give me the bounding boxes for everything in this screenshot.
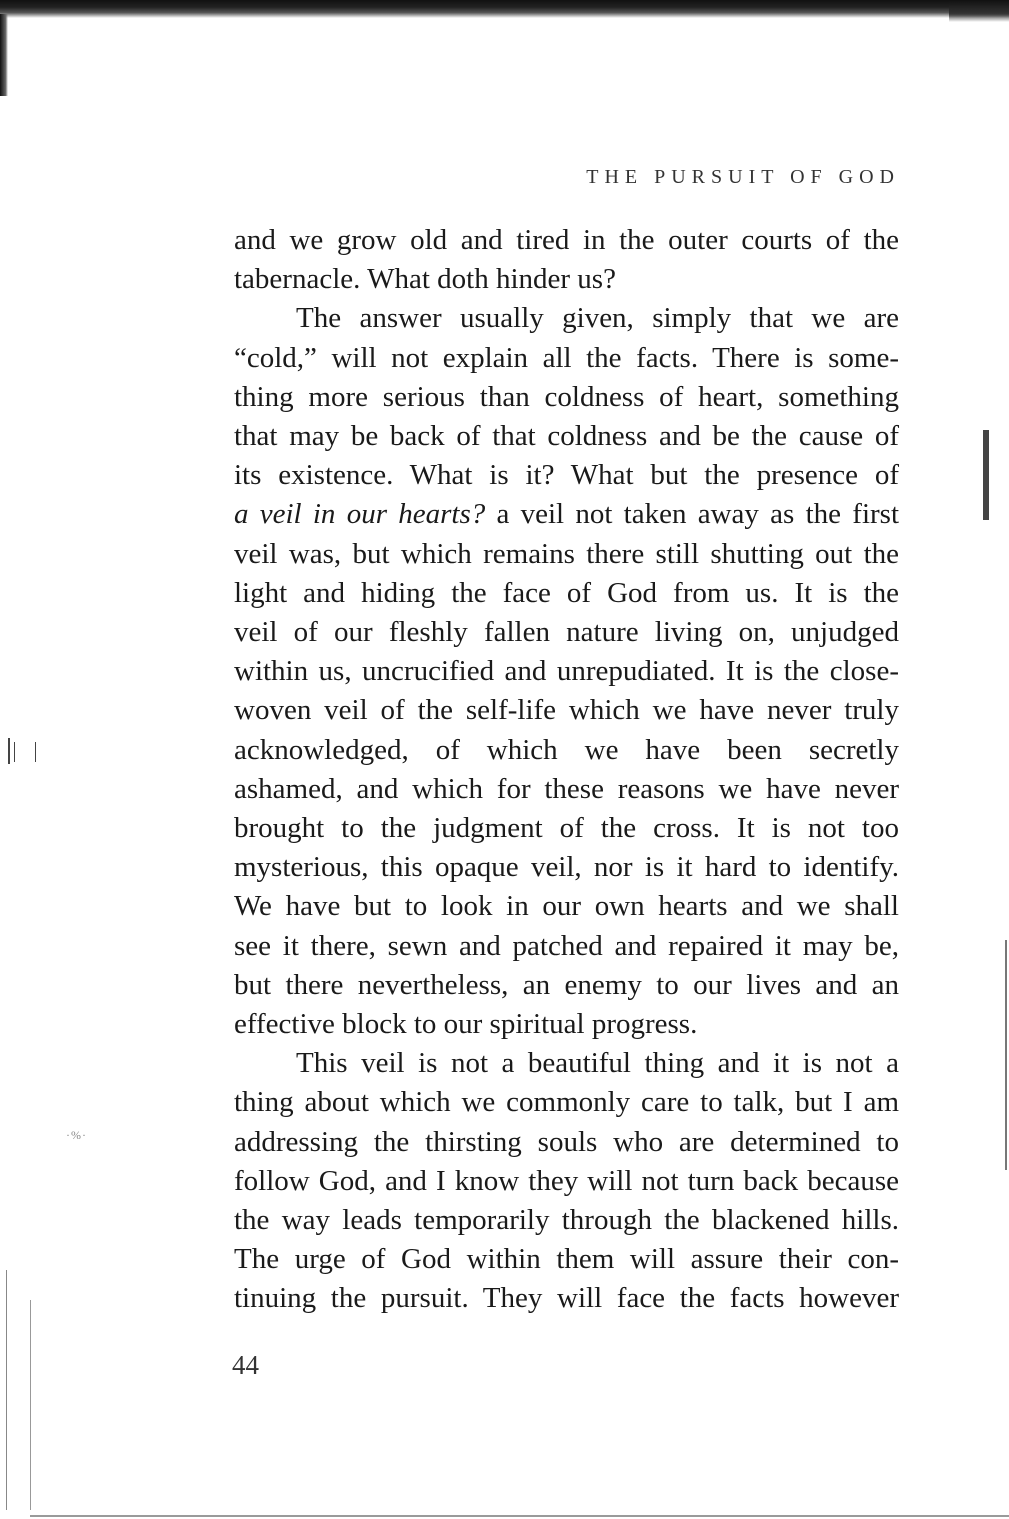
text-line: the way leads temporarily through the blackened hills.: [234, 1204, 899, 1237]
text-line: [234, 495, 899, 534]
text-line: “cold,” will not explain all the facts. There is some-: [234, 341, 899, 374]
text-line: follow God, and I know they will not turn back because: [234, 1164, 899, 1197]
text-line: mysterious, this opaque veil, nor is it hard to identify.: [234, 851, 899, 884]
text-line: The answer usually given, simply that we are: [296, 302, 899, 335]
text-line: brought to the judgment of the cross. It is not too: [234, 812, 899, 845]
scan-mark-left-5: [30, 1300, 31, 1510]
text-line: This veil is not a beautiful thing and it is not a: [296, 1047, 899, 1080]
text-line: veil was, but which remains there still shutting out the: [234, 537, 899, 570]
text-line: veil of our fleshly fallen nature living on, unjudged: [234, 616, 899, 649]
text-line: The urge of God within them will assure their con-: [234, 1243, 899, 1276]
body-text: [234, 221, 899, 1319]
text-line: effective block to our spiritual progress.: [234, 1008, 698, 1041]
page-number: 44: [232, 1350, 259, 1380]
scan-bottom-edge: [30, 1515, 1009, 1517]
text-line: acknowledged, of which we have been secretly: [234, 733, 899, 766]
text-line: within us, uncrucified and unrepudiated. It is the close-: [234, 655, 899, 688]
scan-mark-left-2: [14, 742, 15, 762]
scan-top-edge-taper: [949, 0, 1009, 22]
scan-top-edge: [0, 0, 1009, 18]
running-head: THE PURSUIT OF GOD: [586, 166, 900, 188]
text-line: thing about which we commonly care to talk, but I am: [234, 1086, 899, 1119]
text-line-rest: a veil not taken away as the first: [485, 498, 899, 531]
text-line: addressing the thirsting souls who are determined to: [234, 1125, 899, 1158]
italic-phrase: a veil in our hearts?: [234, 498, 486, 531]
text-line: woven veil of the self-life which we have never truly: [234, 694, 899, 727]
text-line: thing more serious than coldness of heart, something: [234, 380, 899, 413]
scan-mark-left-1: [8, 738, 10, 764]
text-line: tinuing the pursuit. They will face the facts however: [234, 1282, 899, 1315]
scan-left-edge: [0, 14, 8, 96]
scan-smudge: ·%·: [66, 1128, 87, 1142]
scan-mark-left-4: [6, 1270, 7, 1510]
text-line: see it there, sewn and patched and repaired it may be,: [234, 929, 899, 962]
text-line: light and hiding the face of God from us. It is the: [234, 576, 899, 609]
scan-mark-right: [983, 430, 989, 520]
text-line: its existence. What is it? What but the presence of: [234, 459, 899, 492]
text-line: tabernacle. What doth hinder us?: [234, 263, 616, 296]
text-line: ashamed, and which for these reasons we have never: [234, 772, 899, 805]
scan-mark-left-3: [35, 742, 36, 762]
text-line: but there nevertheless, an enemy to our lives and an: [234, 968, 899, 1001]
scan-mark-right-edge: [1005, 940, 1007, 1170]
text-line: that may be back of that coldness and be the cause of: [234, 420, 899, 453]
text-line: and we grow old and tired in the outer courts of the: [234, 224, 899, 256]
text-line: We have but to look in our own hearts and we shall: [234, 890, 899, 923]
